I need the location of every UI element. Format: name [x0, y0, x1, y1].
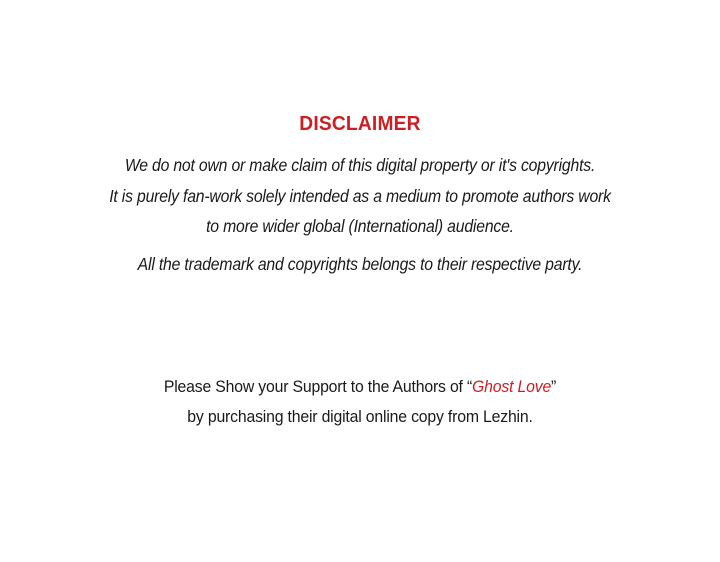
support-suffix: ”	[551, 377, 557, 396]
disclaimer-line-4: All the trademark and copyrights belongs to their respective party.	[137, 254, 583, 274]
disclaimer-line-2: It is purely fan-work solely intended as a medium to promote authors work	[109, 186, 611, 206]
support-prefix: Please Show your Support to the Authors of “	[163, 377, 473, 396]
disclaimer-line-3: to more wider global (International) audience.	[206, 216, 514, 236]
support-line-2: by purchasing their digital online copy from Lezhin.	[187, 407, 533, 426]
support-line-1	[25, 377, 695, 397]
ghost-love-title: Ghost Love	[472, 377, 552, 396]
disclaimer-line-1: We do not own or make claim of this digital property or it's copyrights.	[124, 155, 596, 175]
disclaimer-heading: DISCLAIMER	[299, 113, 421, 135]
